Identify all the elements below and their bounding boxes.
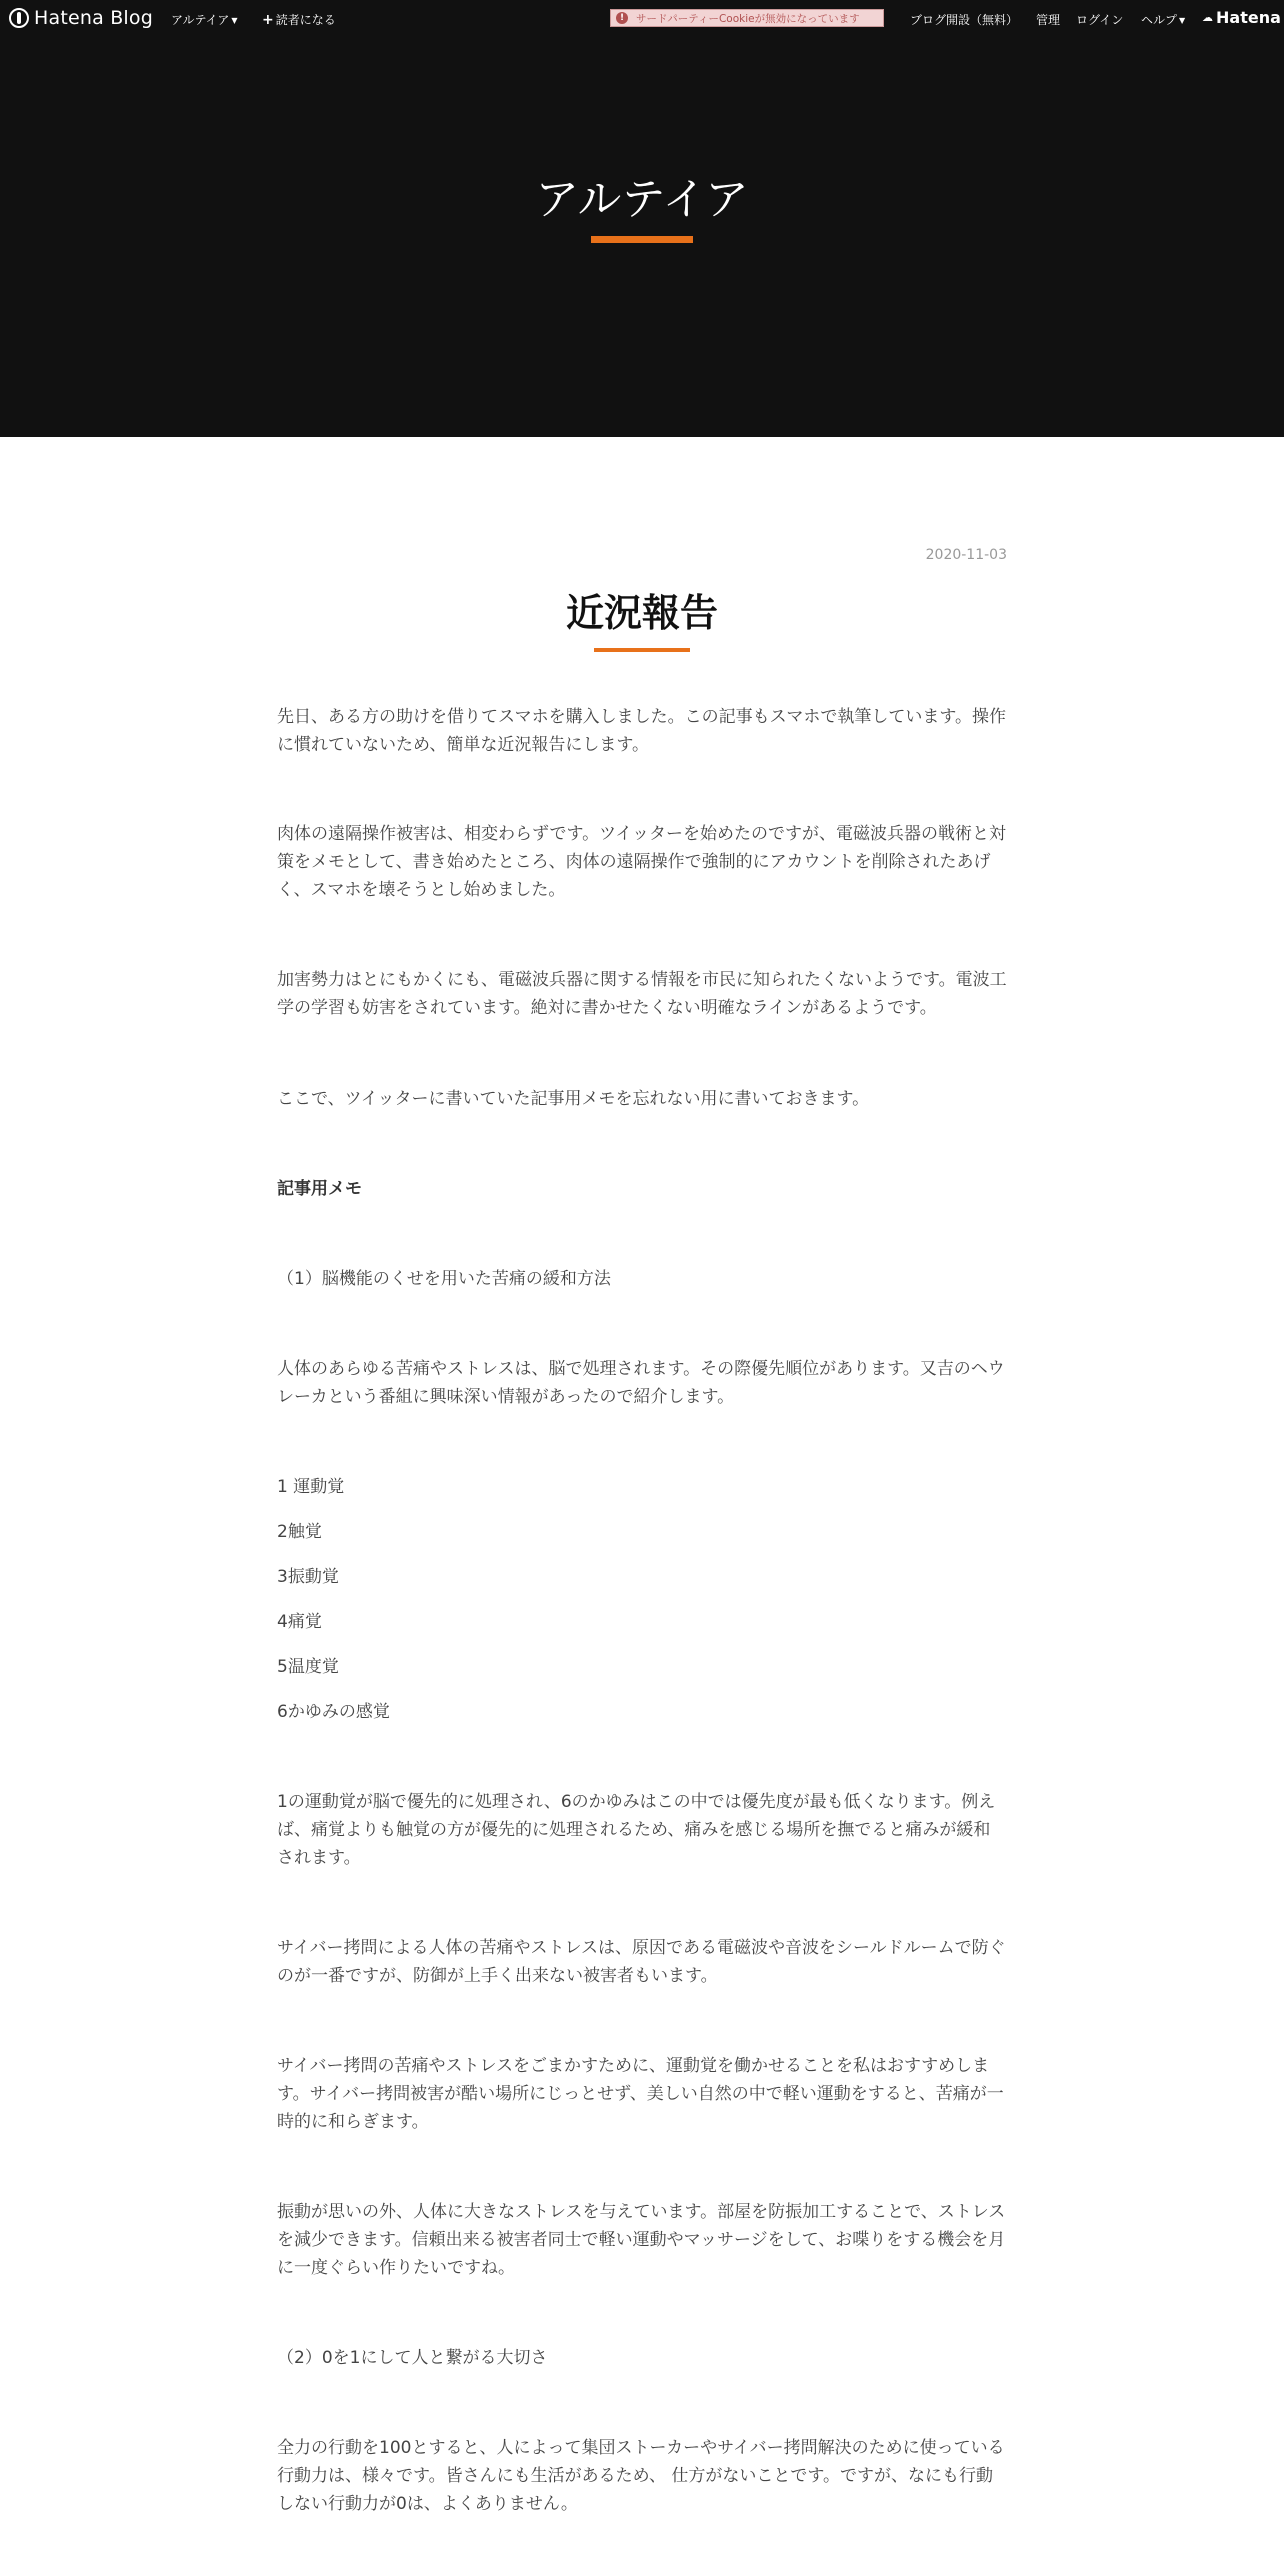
paragraph: 振動が思いの外、人体に大きなストレスを与えています。部屋を防振加工することで、ストレスを減少できます。信頼出来る被害者同士で軽い運動やマッサージをして、お喋りをする機会を月に一度ぐらい作りたいですね。: [277, 2202, 1006, 2278]
entry-title[interactable]: 近況報告: [565, 591, 718, 635]
list-item: 4痛覚: [277, 1612, 322, 1632]
paragraph: 人体のあらゆる苦痛やストレスは、脳で処理されます。その際優先順位があります。又吉のヘウレーカという番組に興味深い情報があったので紹介します。: [277, 1359, 1005, 1407]
caret-down-icon: ▼: [1179, 16, 1186, 25]
paragraph: ここで、ツイッターに書いていた記事用メモを忘れない用に書いておきます。: [277, 1089, 870, 1109]
list-item: 3振動覚: [277, 1567, 339, 1587]
entry-date[interactable]: 2020-11-03: [925, 547, 1007, 563]
blog-menu[interactable]: [171, 11, 237, 28]
help-menu[interactable]: [1141, 11, 1185, 28]
hatena-blog-logo[interactable]: [9, 7, 153, 29]
paragraph: サイバー拷問の苦痛やストレスをごまかすために、運動覚を働かせることを私はおすすめします。サイバー拷問被害が酷い場所にじっとせず、美しい自然の中で軽い運動をすると、苦痛が一時的に和らぎます。: [277, 2056, 1004, 2132]
hatena-logo-text: Hatena: [1216, 8, 1281, 27]
subscribe-button[interactable]: [262, 11, 336, 28]
hatena-blog-logo-icon: [9, 8, 29, 28]
plus-icon: +: [262, 12, 274, 28]
caret-down-icon: ▼: [231, 16, 238, 25]
subheading: （2）0を1にして人と繋がる大切さ: [277, 2348, 548, 2368]
hatena-mark-icon: ☁: [1202, 11, 1213, 24]
hatena-logo[interactable]: [1202, 8, 1281, 27]
title-underline: [591, 236, 693, 243]
paragraph: 肉体の遠隔操作被害は、相変わらずです。ツイッターを始めたのですが、電磁波兵器の戦術と対策をメモとして、書き始めたところ、肉体の遠隔操作で強制的にアカウントを削除されたあげく、スマホを壊そうとし始めました。: [277, 824, 1006, 900]
subscribe-label: 読者になる: [275, 13, 336, 27]
blog-header: [0, 36, 1284, 437]
blog-menu-label: アルテイア: [171, 13, 230, 27]
section-heading: 記事用メモ: [277, 1179, 362, 1199]
login-link[interactable]: ログイン: [1076, 13, 1124, 27]
cookie-warning-text: サードパーティーCookieが無効になっています: [636, 12, 860, 25]
logo-text: Hatena Blog: [34, 7, 153, 29]
cookie-warning[interactable]: [610, 9, 884, 27]
help-label: ヘルプ: [1141, 13, 1178, 27]
top-bar: [0, 0, 1284, 36]
admin-link[interactable]: 管理: [1036, 13, 1061, 27]
list-item: 5温度覚: [277, 1657, 339, 1677]
paragraph: サイバー拷問による人体の苦痛やストレスは、原因である電磁波や音波をシールドルームで防ぐのが一番ですが、防御が上手く出来ない被害者もいます。: [277, 1938, 1006, 1986]
warning-icon: !: [616, 12, 628, 24]
list-item: 2触覚: [277, 1522, 322, 1542]
paragraph: 先日、ある方の助けを借りてスマホを購入しました。この記事もスマホで執筆しています。操作に慣れていないため、簡単な近況報告にします。: [277, 707, 1006, 755]
subheading: （1）脳機能のくせを用いた苦痛の緩和方法: [277, 1269, 611, 1289]
blog-title[interactable]: アルテイア: [535, 174, 749, 225]
entry-title-underline: [594, 648, 690, 652]
paragraph: 加害勢力はとにもかくにも、電磁波兵器に関する情報を市民に知られたくないようです。電波工学の学習も妨害をされています。絶対に書かせたくない明確なラインがあるようです。: [277, 970, 1007, 1018]
paragraph: 1の運動覚が脳で優先的に処理され、6のかゆみはこの中では優先度が最も低くなります。例えば、痛覚よりも触覚の方が優先的に処理されるため、痛みを感じる場所を撫でると痛みが緩和されます。: [277, 1792, 996, 1868]
paragraph: 全力の行動を100とすると、人によって集団ストーカーやサイバー拷問解決のために使っている行動力は、様々です。皆さんにも生活があるため、 仕方がないことです。ですが、なにも行動しない行動力が0は、よくありません。: [277, 2438, 1005, 2514]
list-item: 1 運動覚: [277, 1477, 345, 1497]
open-blog-link[interactable]: ブログ開設（無料）: [910, 13, 1019, 27]
list-item: 6かゆみの感覚: [277, 1702, 390, 1722]
